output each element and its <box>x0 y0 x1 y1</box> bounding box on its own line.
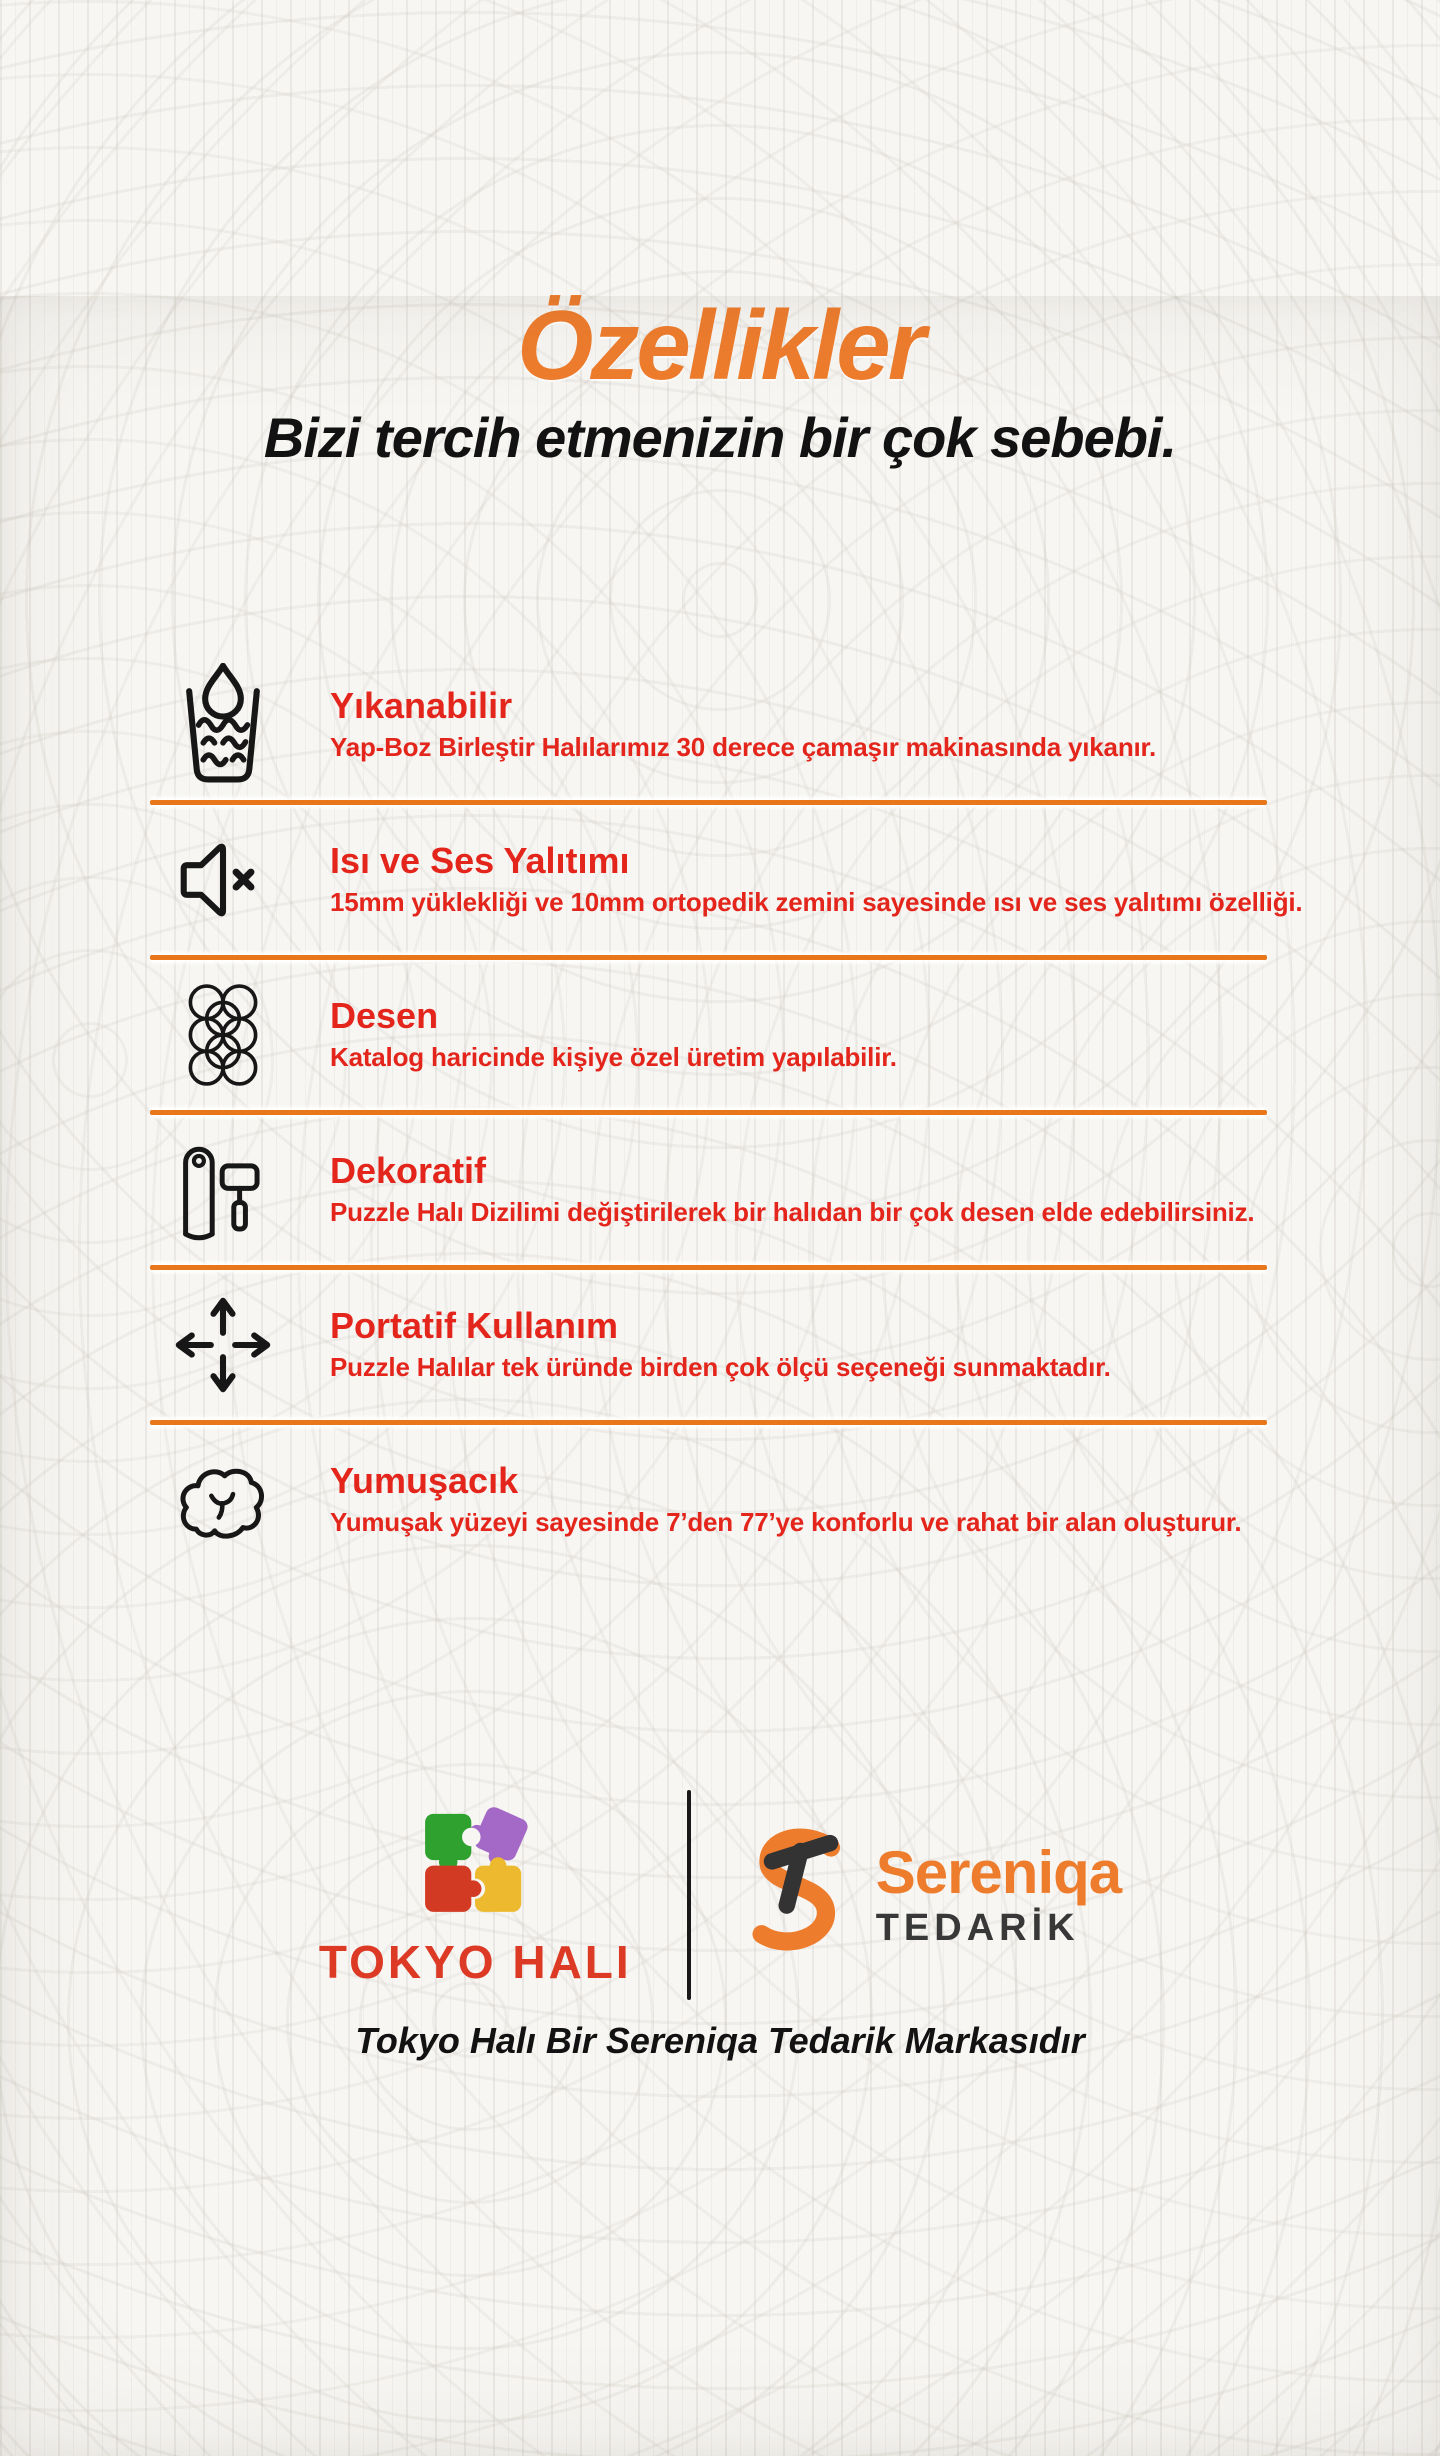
feature-row-pattern <box>0 960 1440 1110</box>
pattern-icon <box>165 982 280 1088</box>
feature-title: Dekoratif <box>330 1150 487 1192</box>
feature-text-pattern <box>330 997 897 1073</box>
feature-description: Katalog haricinde kişiye özel üretim yapılabilir. <box>330 1041 897 1072</box>
cotton-icon <box>165 1454 280 1546</box>
feature-text-insulation <box>330 842 1302 918</box>
sereniqa-wordmark <box>875 1839 1122 1949</box>
feature-title: Portatif Kullanım <box>330 1305 619 1347</box>
feature-list <box>0 650 1440 1575</box>
washable-icon <box>165 663 280 787</box>
sereniqa-st-icon <box>746 1818 850 1973</box>
feature-row-portable <box>0 1270 1440 1420</box>
feature-description: Puzzle Halılar tek üründe birden çok ölçü seçeneği sunmaktadır. <box>330 1351 1111 1382</box>
feature-row-washable <box>0 650 1440 800</box>
sereniqa-logo <box>746 1818 1121 1973</box>
feature-title: Yıkanabilir <box>330 685 513 727</box>
feature-row-soft <box>0 1425 1440 1575</box>
feature-title: Isı ve Ses Yalıtımı <box>330 840 630 882</box>
feature-text-soft <box>330 1462 1241 1538</box>
feature-description: 15mm yüklekliği ve 10mm ortopedik zemini sayesinde ısı ve ses yalıtımı özelliği. <box>330 886 1303 917</box>
brand-divider <box>687 1790 691 2000</box>
feature-title: Yumuşacık <box>330 1460 519 1502</box>
tokyo-puzzle-icon <box>414 1802 536 1925</box>
tokyo-hali-logo <box>319 1802 632 1989</box>
tokyo-hali-wordmark: TOKYO HALI <box>318 1935 632 1988</box>
feature-text-portable <box>330 1307 1111 1383</box>
feature-description: Yumuşak yüzeyi sayesinde 7’den 77’ye konforlu ve rahat bir alan oluşturur. <box>330 1506 1242 1537</box>
paint-roller-icon <box>165 1136 280 1244</box>
feature-description: Yap-Boz Birleştir Halılarımız 30 derece çamaşır makinasında yıkanır. <box>330 731 1157 762</box>
brand-row <box>0 1790 1440 2000</box>
feature-text-decorative <box>330 1152 1254 1228</box>
feature-description: Puzzle Halı Dizilimi değiştirilerek bir halıdan bir çok desen elde edebilirsiniz. <box>330 1196 1255 1227</box>
feature-row-insulation <box>0 805 1440 955</box>
feature-title: Desen <box>330 995 439 1037</box>
feature-row-decorative <box>0 1115 1440 1265</box>
sereniqa-subtitle: TEDARİK <box>875 1907 1080 1949</box>
feature-text-washable <box>330 687 1156 763</box>
sereniqa-name: Sereniqa <box>875 1839 1122 1906</box>
page-subtitle: Bizi tercih etmenizin bir çok sebebi. <box>263 406 1177 469</box>
footer-note: Tokyo Halı Bir Sereniqa Tedarik Markasıdır <box>355 2020 1085 2061</box>
sound-insulation-icon <box>165 836 280 924</box>
move-arrows-icon <box>165 1293 280 1397</box>
page-title: Özellikler <box>517 290 923 400</box>
